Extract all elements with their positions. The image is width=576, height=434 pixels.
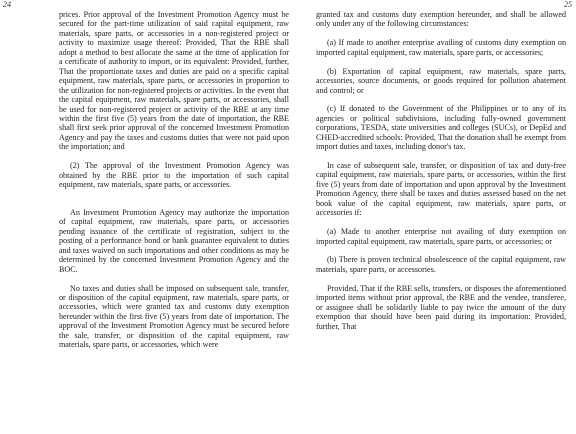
list-item-a-not-availing: (a) Made to another enterprise not availing of duty exemption on imported capital equipment, raw materials, spare parts, or accessories; or <box>316 227 566 246</box>
list-item-a-another-enterprise: (a) If made to another enterprise availing of customs duty exemption on imported capital equipment, raw materials, spare parts, or accessories; <box>316 38 566 57</box>
paragraph-authorize-importation: An Investment Promotion Agency may authorize the importation of capital equipment, raw materials, spare parts, or accessories pending issuance of the certificate of registration, subject to the posting of a performance bond or bank guarantee equivalent to duties and taxes waived on such importations and other conditions as may be determined by the concerned Investment Promotion Agency and the BOC. <box>59 207 289 274</box>
paragraph-solidarily-liable: Provided, That if the RBE sells, transfers, or disposes the aforementioned imported items without prior approval, the RBE and the vendee, transferee, or assignee shall be solidarily liable to pay twice the amount of the duty exemption that should have been paid during its importation: Provided, further, That <box>316 283 566 331</box>
list-item-b-obsolescence: (b) There is proven technical obsolescence of the capital equipment, raw materials, spare parts, or accessories. <box>316 255 566 274</box>
list-item-b-exportation: (b) Exportation of capital equipment, raw materials, spare parts, accessories, source documents, or goods required for pollution abatement and control; or <box>316 66 566 95</box>
paragraph-granted-exemption-continued: granted tax and customs duty exemption hereunder, and shall be allowed only under any of the following circumstances: <box>316 10 566 29</box>
left-page-column <box>59 10 289 350</box>
paragraph-no-taxes-subsequent-sale: No taxes and duties shall be imposed on subsequent sale, transfer, or disposition of the capital equipment, raw materials, spare parts, or accessories, which were granted tax and customs duty exemption hereunder within the first five (5) years from date of importation. The approval of the Investment Promotion Agency must be secured before the sale, transfer, or disposition of the capital equipment, raw materials, spare parts, or accessories, which were <box>59 283 289 350</box>
paragraph-utilization-continued: prices. Prior approval of the Investment Promotion Agency must be secured for the part-time utilization of said capital equipment, raw materials, spare parts, or accessories in a non-registered project or activity to maximize usage thereof: Provided, That the RBE shall adopt a method to best allocate the same at the time of application for a certificate of authority to import, or its equivalent: Provided, further, That the proportionate taxes and duties are paid on a specific capital equipment, raw materials, spare parts, or accessories in proportion to the utilization for non-registered projects or activities. In the event that the capital equipment, raw materials, spare parts, or accessories, shall be used for non-registered project or activity of the RBE at any time within the first five (5) years from the date of importation, the RBE shall first seek prior approval of the concerned Investment Promotion Agency and pay the taxes and customs duties that were not paid upon the importation; and <box>59 10 289 152</box>
right-page-number: 25 <box>564 0 572 9</box>
paragraph-item-2-approval: (2) The approval of the Investment Promotion Agency was obtained by the RBE prior to the importation of such capital equipment, raw materials, spare parts, or accessories. <box>59 161 289 190</box>
paragraph-subsequent-sale-taxes: In case of subsequent sale, transfer, or disposition of tax and duty-free capital equipment, raw materials, spare parts, or accessories, within the first five (5) years from date of importation and upon approval by the Investment Promotion Agency, there shall be taxes and duties assessed based on the net book value of the capital equipment, raw materials, spare parts, or accessories if: <box>316 161 566 218</box>
list-item-c-donation: (c) If donated to the Government of the Philippines or to any of its agencies or political subdivisions, including fully-owned government corporations, TESDA, state universities and colleges (SUCs), or DepEd and CHED-accredited schools: Provided, That the donation shall be exempt from import duties and taxes, including donor's tax. <box>316 104 566 152</box>
left-page-number: 24 <box>3 0 11 9</box>
right-page-column <box>316 10 566 331</box>
